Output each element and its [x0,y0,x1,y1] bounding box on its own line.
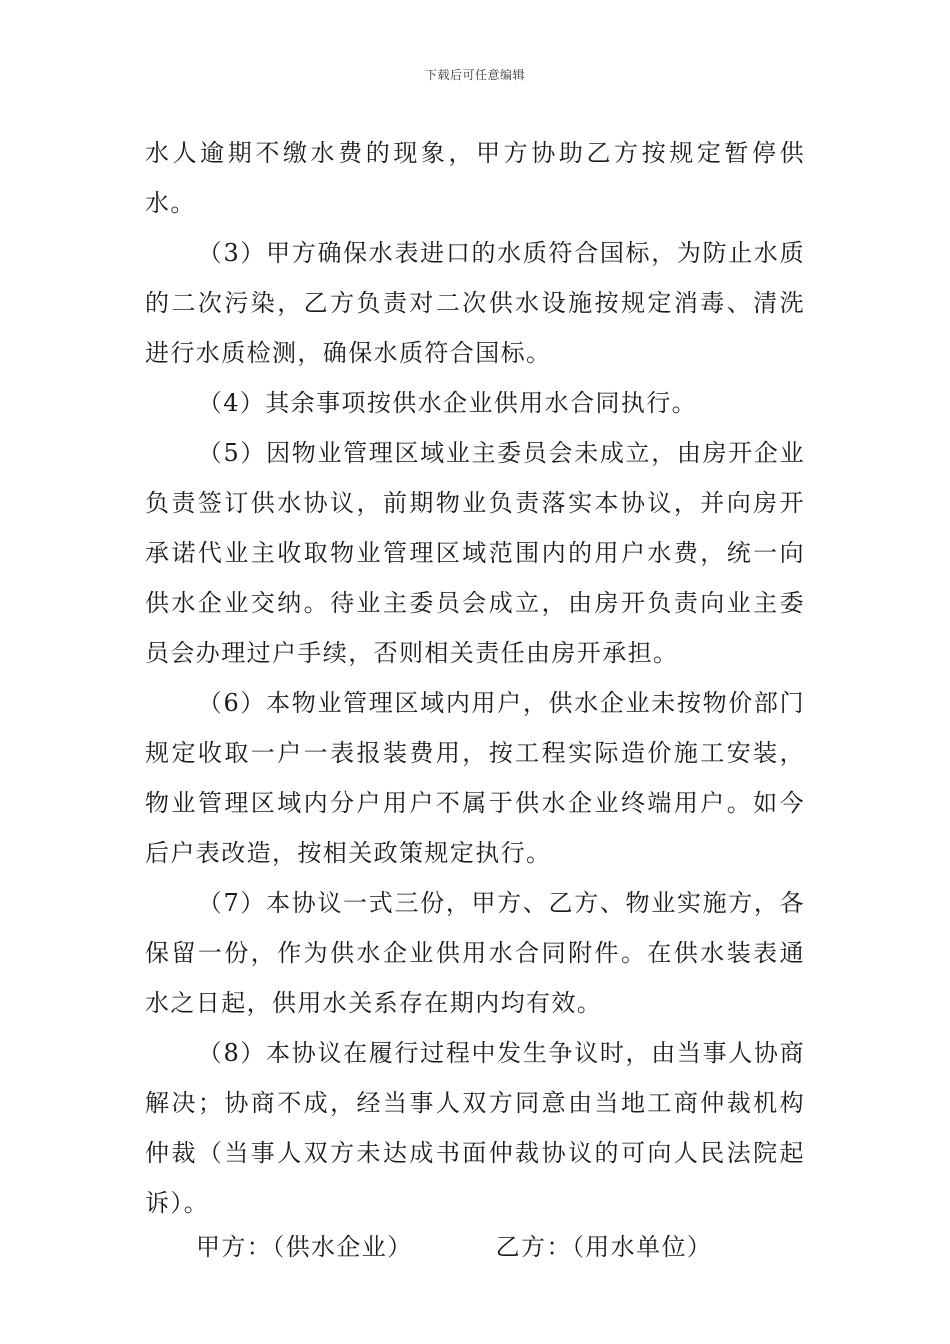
document-body [145,128,805,1228]
paragraph-continuation: 水人逾期不缴水费的现象，甲方协助乙方按规定暂停供水。 [145,139,805,217]
party-b-label: 乙方：（用水单位） [495,1233,713,1261]
party-a-label: 甲方：（供水企业） [196,1233,413,1261]
signature-line [196,1222,712,1272]
paragraph-clause-6: （6）本物业管理区域内用户，供水企业未按物价部门规定收取一户一表报装费用，按工程实际造价施工安装，物业管理区域内分户用户不属于供水企业终端用户。如今后户表改造，按相关政策规定执行。 [145,689,805,867]
page-header: 下载后可任意编辑 [424,68,525,82]
paragraph-clause-7: （7）本协议一式三份，甲方、乙方、物业实施方，各保留一份，作为供水企业供用水合同附件。在供水装表通水之日起，供用水关系存在期内均有效。 [145,889,805,1017]
paragraph-clause-8: （8）本协议在履行过程中发生争议时，由当事人协商解决；协商不成，经当事人双方同意由当地工商仲裁机构仲裁（当事人双方未达成书面仲裁协议的可向人民法院起诉）。 [145,1039,805,1217]
paragraph-clause-4: （4）其余事项按供水企业供用水合同执行。 [197,389,698,417]
paragraph-clause-5: （5）因物业管理区域业主委员会未成立，由房开企业负责签订供水协议，前期物业负责落实本协议，并向房开承诺代业主收取物业管理区域范围内的用户水费，统一向供水企业交纳。待业主委员会成立，由房开负责向业主委员会办理过户手续，否则相关责任由房开承担。 [145,439,805,667]
paragraph-clause-3: （3）甲方确保水表进口的水质符合国标，为防止水质的二次污染，乙方负责对二次供水设施按规定消毒、清洗进行水质检测，确保水质符合国标。 [145,239,805,367]
